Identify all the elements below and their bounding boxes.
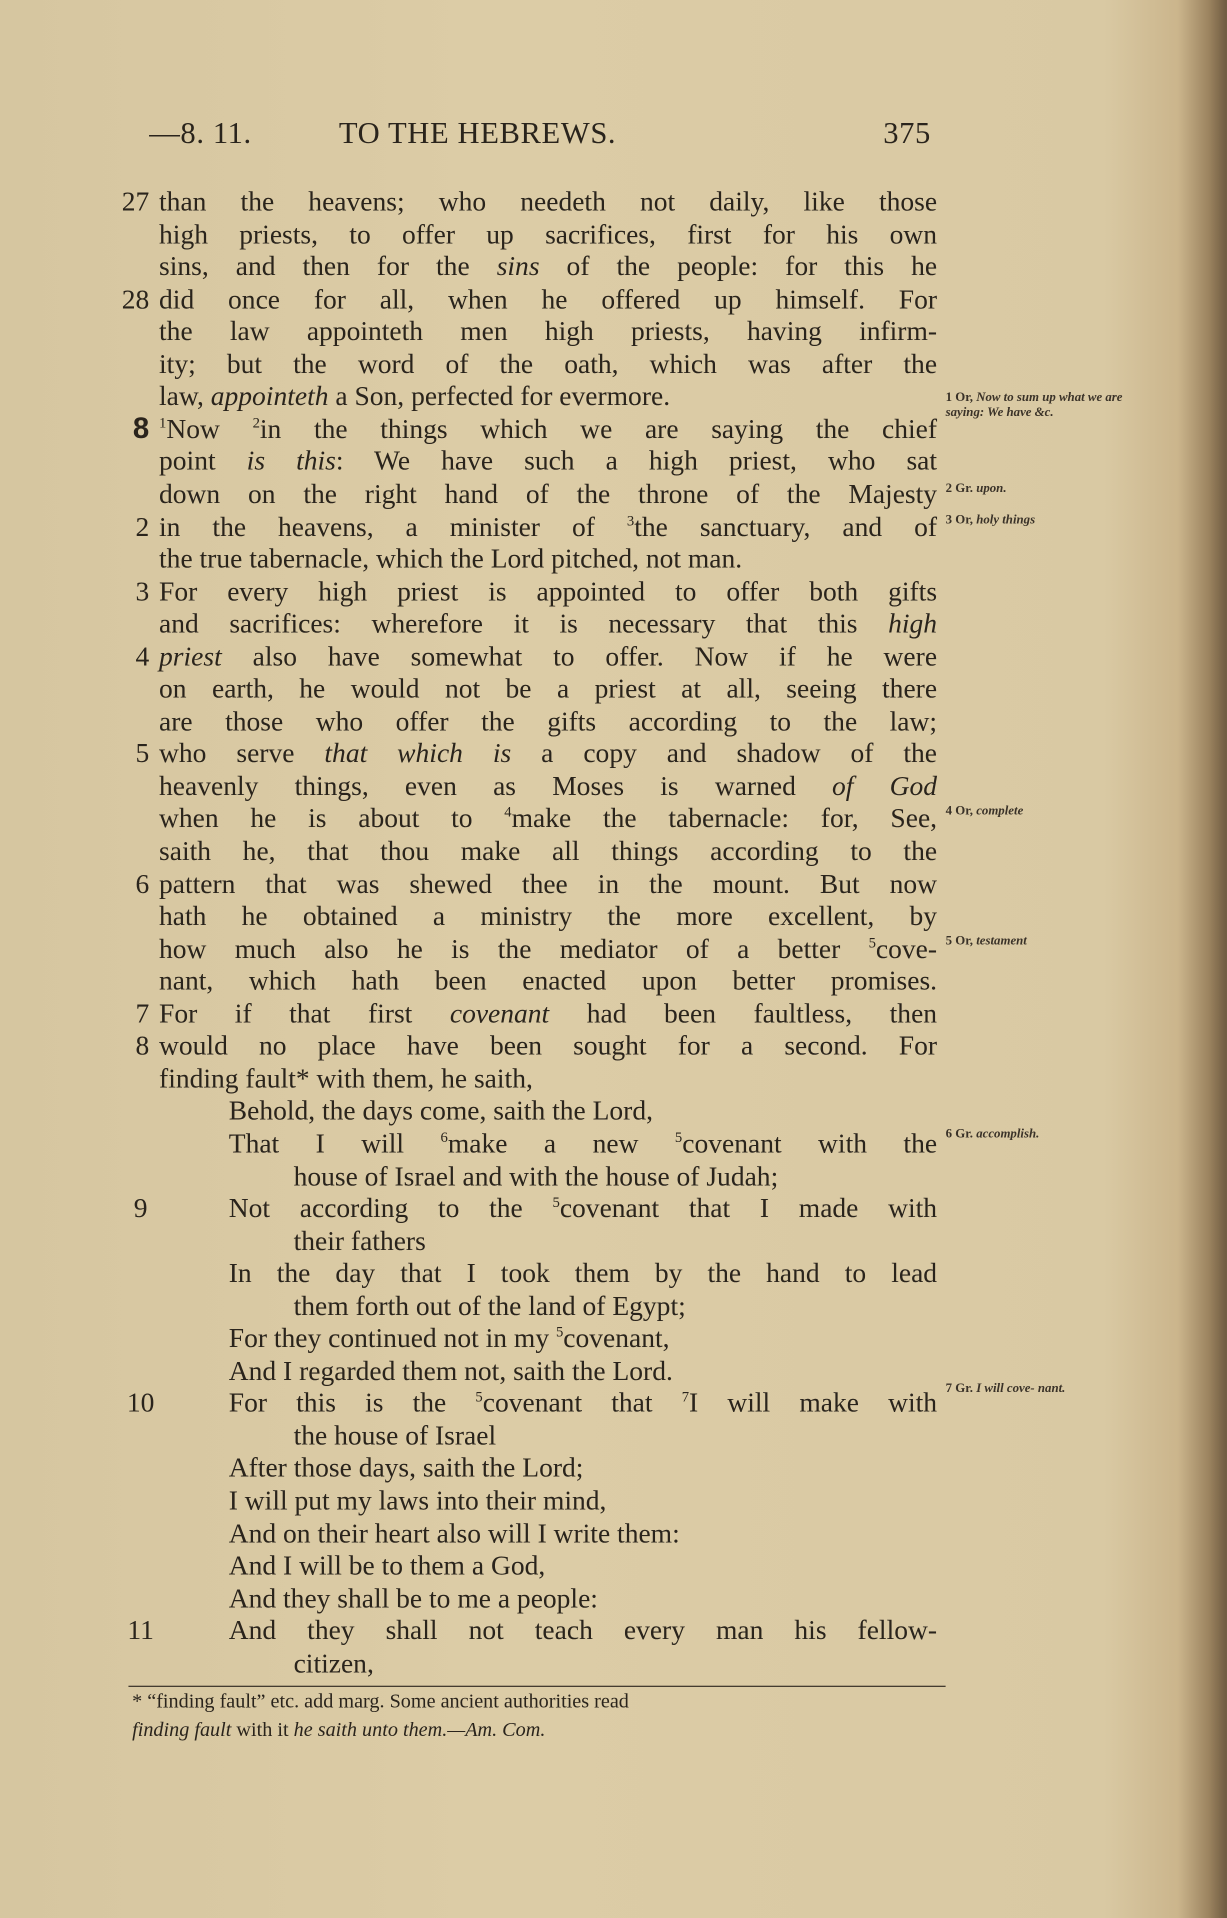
text-run: That I will <box>228 1127 441 1159</box>
italic-text: upon. <box>976 481 1007 496</box>
text-run: ity; but the word of the oath, which was after the <box>159 348 938 379</box>
text-run: who serve <box>159 738 325 769</box>
text-run: For if that first <box>159 997 450 1029</box>
text-run: sins, and then for the <box>159 250 497 282</box>
text-line <box>159 803 937 835</box>
text-run: when he is about to <box>159 803 505 834</box>
text-run: I will put my laws into their mind, <box>228 1485 607 1516</box>
text-run: in the things which we are saying the chief <box>259 413 938 444</box>
text-line <box>229 1485 607 1517</box>
italic-text: I will cove- nant. <box>976 1382 1066 1396</box>
verse-number: 9 <box>133 1192 148 1224</box>
text-run: make a new <box>447 1127 675 1159</box>
footnote-line <box>132 1688 629 1715</box>
text-run: 3 Or, <box>945 513 977 528</box>
text-line <box>229 1615 937 1647</box>
text-line <box>159 1030 937 1062</box>
text-run: had been faultless, then <box>549 997 938 1029</box>
text-line <box>159 738 937 770</box>
text-run: And I will be to them a God, <box>228 1550 546 1581</box>
italic-text: appointeth <box>210 380 329 412</box>
text-line <box>159 478 937 510</box>
text-line <box>159 673 937 705</box>
italic-text: complete <box>976 804 1024 819</box>
text-line <box>159 998 937 1030</box>
text-line <box>294 1420 497 1452</box>
text-run: nant, which hath been enacted upon better promises. <box>159 965 938 996</box>
text-run: did once for all, when he offered up himself. For <box>159 283 938 314</box>
verse-number: 5 <box>135 738 150 769</box>
text-run: and sacrifices: wherefore it is necessary that this <box>159 608 889 639</box>
text-line <box>159 868 937 900</box>
margin-note <box>946 482 1129 497</box>
text-run: covenant that <box>482 1387 682 1419</box>
note-reference: 1 <box>159 413 167 432</box>
text-run: down on the right hand of the throne of the Majesty <box>159 478 938 509</box>
text-line <box>229 1258 937 1290</box>
text-run: high priests, to offer up sacrifices, first for his own <box>159 218 938 249</box>
text-run: also have somewhat to offer. Now if he were <box>221 640 938 672</box>
text-line <box>159 511 937 543</box>
verse-number: 8 <box>135 1030 150 1061</box>
text-line <box>229 1193 937 1225</box>
text-run: on earth, he would not be a priest at all, seeing there <box>159 673 938 704</box>
text-run: After those days, saith the Lord; <box>228 1452 584 1484</box>
note-reference: 3 <box>626 511 635 529</box>
text-run: For they continued not in my <box>228 1322 556 1354</box>
text-run: covenant, <box>563 1322 670 1354</box>
text-line <box>229 1095 653 1127</box>
text-run: are those who offer the gifts according to the law; <box>159 705 938 737</box>
chapter-number: 8 <box>132 412 150 446</box>
text-run: them forth out of the land of Egypt; <box>293 1290 686 1321</box>
text-line <box>159 543 742 575</box>
note-reference: 5 <box>674 1128 683 1146</box>
text-run: And they shall not teach every man his fellow- <box>228 1614 938 1646</box>
note-reference: 5 <box>555 1323 564 1341</box>
text-line <box>229 1453 584 1485</box>
text-run: * “finding fault” etc. add marg. Some ancient authorities read <box>132 1689 629 1713</box>
text-line <box>159 348 937 380</box>
note-reference: 7 <box>681 1388 690 1406</box>
text-run: house of Israel and with the house of Judah; <box>293 1160 779 1191</box>
text-run: And on their heart also will I write them: <box>228 1517 680 1549</box>
text-line <box>159 836 937 868</box>
chapter-verse-range: —8. 11. <box>149 117 252 151</box>
text-run: 6 Gr. <box>945 1127 977 1142</box>
text-run: : We have such a high priest, who sat <box>335 445 938 477</box>
page-number: 375 <box>883 117 931 151</box>
text-line <box>159 218 937 250</box>
text-line <box>229 1583 598 1615</box>
text-run: the true tabernacle, which the Lord pitched, not man. <box>159 543 743 574</box>
text-line <box>159 608 937 640</box>
text-line <box>159 381 670 413</box>
text-run: make the tabernacle: for, See, <box>511 803 938 834</box>
text-line <box>159 1063 533 1095</box>
text-run: the house of Israel <box>293 1420 497 1451</box>
text-run: heavenly things, even as Moses is warned <box>159 770 833 802</box>
italic-text: he saith unto them.—Am. Com. <box>293 1717 546 1741</box>
text-line <box>159 706 937 738</box>
text-run: with it <box>231 1717 294 1741</box>
running-title: TO THE HEBREWS. <box>338 117 617 151</box>
text-run: law, <box>159 380 211 412</box>
italic-text: high <box>888 608 938 639</box>
text-run: citizen, <box>293 1647 374 1679</box>
text-line <box>159 900 937 932</box>
text-run: finding fault* with them, he saith, <box>159 1062 533 1094</box>
text-run: covenant that I made with <box>559 1192 938 1224</box>
text-line <box>229 1518 680 1550</box>
text-line <box>159 251 937 283</box>
verse-number: 28 <box>121 283 150 314</box>
text-line <box>294 1160 779 1192</box>
text-run: For this is the <box>228 1387 476 1419</box>
italic-text: finding fault <box>132 1717 232 1741</box>
margin-note <box>946 514 1129 529</box>
text-run: Not according to the <box>228 1192 553 1224</box>
text-run: 7 Gr. <box>945 1382 977 1396</box>
note-reference: 5 <box>868 933 876 951</box>
text-run: point <box>159 445 247 477</box>
text-line <box>229 1388 937 1420</box>
text-run: a Son, perfected for evermore. <box>328 380 671 412</box>
text-run: For every high priest is appointed to offer both gifts <box>159 575 938 607</box>
text-line <box>159 771 937 803</box>
italic-text: sins <box>496 250 540 282</box>
text-line <box>159 413 937 445</box>
text-run: a copy and shadow of the <box>511 738 938 769</box>
text-line <box>229 1323 670 1355</box>
text-run: I will make with <box>689 1387 938 1419</box>
verse-number: 6 <box>135 867 150 899</box>
text-line <box>159 186 937 218</box>
text-line <box>294 1647 374 1679</box>
italic-text: accomplish. <box>976 1127 1040 1142</box>
text-run: in the heavens, a minister of <box>159 510 627 542</box>
note-reference: 5 <box>552 1193 560 1211</box>
text-run: would no place have been sought for a second. For <box>159 1030 938 1061</box>
text-run: hath he obtained a ministry the more excellent, by <box>159 900 938 932</box>
text-run: how much also he is the mediator of a better <box>159 932 869 964</box>
text-line <box>294 1225 426 1257</box>
text-line <box>159 641 937 673</box>
text-run: the sanctuary, and of <box>634 510 938 542</box>
italic-text: priest <box>159 640 222 672</box>
text-run: saith he, that thou make all things according to the <box>159 835 938 867</box>
margin-note <box>946 935 1129 950</box>
text-run: Now <box>166 413 253 444</box>
text-line <box>159 933 937 965</box>
margin-note <box>946 1128 1129 1143</box>
margin-note <box>946 391 1129 420</box>
note-reference: 4 <box>504 803 512 821</box>
italic-text: Now to sum up what we are saying: We have &c. <box>945 391 1123 420</box>
text-run: Behold, the days come, saith the Lord, <box>228 1095 653 1126</box>
note-reference: 6 <box>440 1128 448 1146</box>
note-reference: 5 <box>475 1388 483 1406</box>
margin-note <box>946 1382 1129 1397</box>
text-line <box>229 1128 937 1160</box>
footnote-line <box>132 1716 545 1743</box>
verse-number: 3 <box>135 575 150 607</box>
verse-number: 7 <box>135 997 150 1029</box>
italic-text: is this <box>246 445 336 477</box>
text-line <box>159 446 937 478</box>
text-run: pattern that was shewed thee in the mount. But now <box>159 867 938 899</box>
text-run: the law appointeth men high priests, having infirm- <box>159 315 938 347</box>
verse-number: 4 <box>135 640 150 672</box>
text-run: 1 Or, <box>945 391 977 405</box>
text-line <box>159 576 937 608</box>
text-run: 4 Or, <box>945 804 977 819</box>
text-run: And I regarded them not, saith the Lord. <box>228 1355 673 1386</box>
note-reference: 2 <box>252 413 260 432</box>
verse-number: 2 <box>135 510 150 542</box>
text-run: In the day that I took them by the hand to lead <box>228 1257 938 1289</box>
text-run: of the people: for this he <box>539 250 938 282</box>
italic-text: holy things <box>976 513 1036 528</box>
verse-number: 27 <box>121 185 150 217</box>
text-line <box>159 316 937 348</box>
text-run: 2 Gr. <box>945 481 977 496</box>
text-run: 5 Or, <box>945 934 977 949</box>
margin-note <box>946 805 1129 820</box>
text-line <box>294 1290 686 1322</box>
text-run: than the heavens; who needeth not daily, like those <box>159 185 938 217</box>
text-run: their fathers <box>293 1225 426 1256</box>
verse-number: 10 <box>126 1387 155 1419</box>
footnote-rule <box>128 1686 945 1687</box>
italic-text: that which is <box>324 738 512 769</box>
text-run: covenant with the <box>682 1127 938 1159</box>
text-line <box>159 965 937 997</box>
verse-number: 11 <box>127 1614 154 1646</box>
text-run: And they shall be to me a people: <box>228 1582 598 1614</box>
italic-text: testament <box>976 934 1027 949</box>
text-line <box>229 1355 673 1387</box>
text-run: cove- <box>875 932 938 964</box>
text-line <box>159 283 937 315</box>
italic-text: of God <box>832 770 938 802</box>
text-line <box>229 1550 545 1582</box>
italic-text: covenant <box>449 997 550 1029</box>
